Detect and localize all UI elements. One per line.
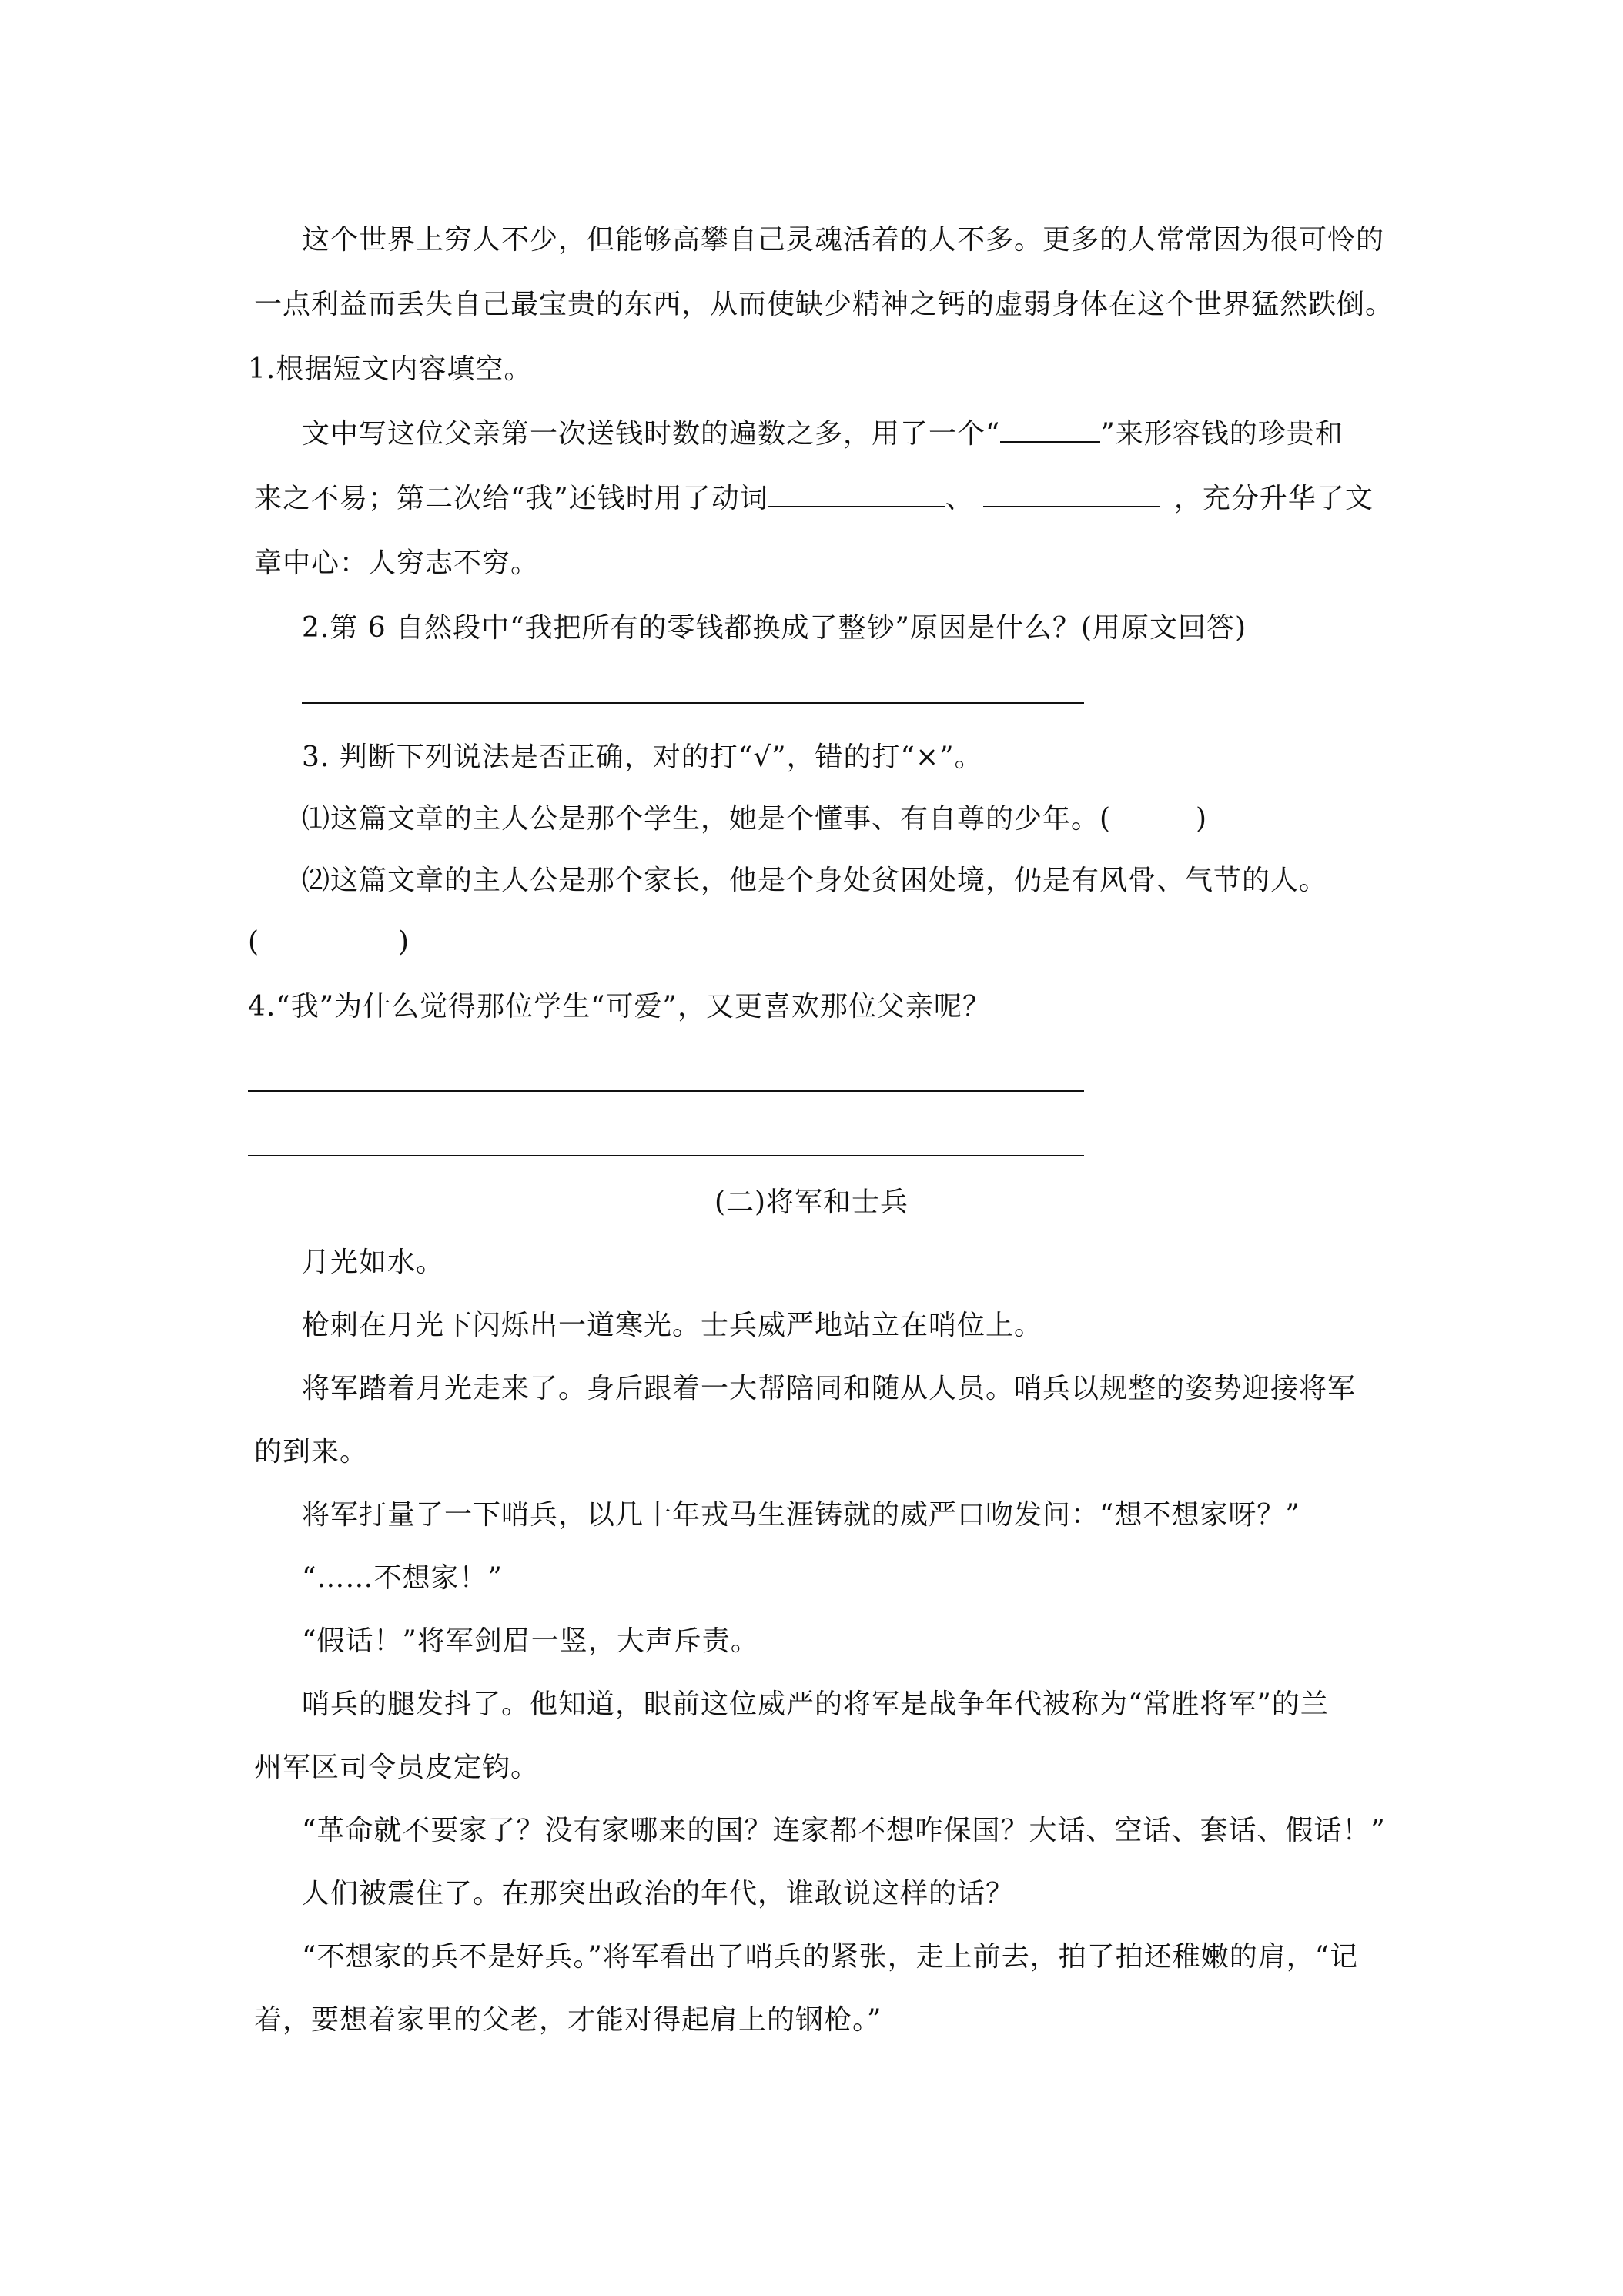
story-line: “革命就不要家了？没有家哪来的国？连家都不想咋保国？大话、空话、套话、假话！” (302, 1815, 1386, 1846)
section-title: (二)将军和士兵 (714, 1186, 909, 1218)
story-line: 将军踏着月光走来了。身后跟着一大帮陪同和随从人员。哨兵以规整的姿势迎接将军 (302, 1373, 1357, 1404)
question-3: 3. 判断下列说法是否正确，对的打“√”，错的打“×”。 (302, 741, 983, 773)
question-1-title: 1.根据短文内容填空。 (248, 353, 533, 385)
story-line: 月光如水。 (302, 1247, 445, 1278)
story-line: “假话！”将军剑眉一竖，大声斥责。 (302, 1625, 759, 1657)
bracket-close: ) (398, 926, 410, 958)
question-3-item-1 (302, 802, 1207, 836)
question-1-line (254, 482, 1374, 516)
story-line: “……不想家！” (302, 1562, 503, 1594)
question-1-line: 章中心：人穷志不穷。 (254, 547, 540, 579)
question-1-text: ”来形容钱的珍贵和 (1100, 418, 1344, 450)
story-line: 州军区司令员皮定钧。 (254, 1752, 540, 1783)
separator: 、 (945, 483, 974, 514)
bracket-close: ) (1196, 803, 1208, 835)
story-line: “不想家的兵不是好兵。”将军看出了哨兵的紧张，走上前去，拍了拍还稚嫩的肩，“记 (302, 1941, 1359, 1973)
question-1-text: ，充分升华了文 (1173, 483, 1374, 514)
question-2: 2.第 6 自然段中“我把所有的零钱都换成了整钞”原因是什么？(用原文回答) (302, 612, 1247, 644)
story-line: 人们被震住了。在那突出政治的年代，谁敢说这样的话？ (302, 1878, 1015, 1909)
question-3-item-2-answer (248, 925, 410, 959)
question-3-item-2: ⑵这篇文章的主人公是那个家长，他是个身处贫困处境，仍是有风骨、气节的人。 (302, 865, 1328, 896)
bracket-open: ( (248, 926, 260, 958)
question-1-line (302, 417, 1344, 451)
story-line: 着，要想着家里的父老，才能对得起肩上的钢枪。” (254, 2004, 882, 2036)
answer-blank[interactable] (1000, 418, 1100, 443)
story-line: 的到来。 (254, 1436, 369, 1468)
story-line: 枪刺在月光下闪烁出一道寒光。士兵威严地站立在哨位上。 (302, 1310, 1043, 1341)
answer-line[interactable] (248, 1090, 1084, 1092)
story-line: 将军打量了一下哨兵，以几十年戎马生涯铸就的威严口吻发问：“想不想家呀？” (302, 1499, 1300, 1531)
question-1-text: 文中写这位父亲第一次送钱时数的遍数之多，用了一个“ (302, 418, 1001, 450)
answer-line[interactable] (302, 702, 1084, 704)
passage-line: 一点利益而丢失自己最宝贵的东西，从而使缺少精神之钙的虚弱身体在这个世界猛然跌倒。 (254, 289, 1394, 320)
question-4: 4.“我”为什么觉得那位学生“可爱”，又更喜欢那位父亲呢？ (248, 991, 991, 1022)
story-line: 哨兵的腿发抖了。他知道，眼前这位威严的将军是战争年代被称为“常胜将军”的兰 (302, 1689, 1329, 1720)
statement-text: ⑴这篇文章的主人公是那个学生，她是个懂事、有自尊的少年。( (302, 803, 1112, 835)
passage-line: 这个世界上穷人不少，但能够高攀自己灵魂活着的人不多。更多的人常常因为很可怜的 (302, 224, 1385, 256)
answer-blank[interactable] (983, 483, 1160, 507)
answer-blank[interactable] (768, 483, 945, 507)
answer-line[interactable] (248, 1155, 1084, 1156)
question-1-text: 来之不易；第二次给“我”还钱时用了动词 (254, 483, 768, 514)
